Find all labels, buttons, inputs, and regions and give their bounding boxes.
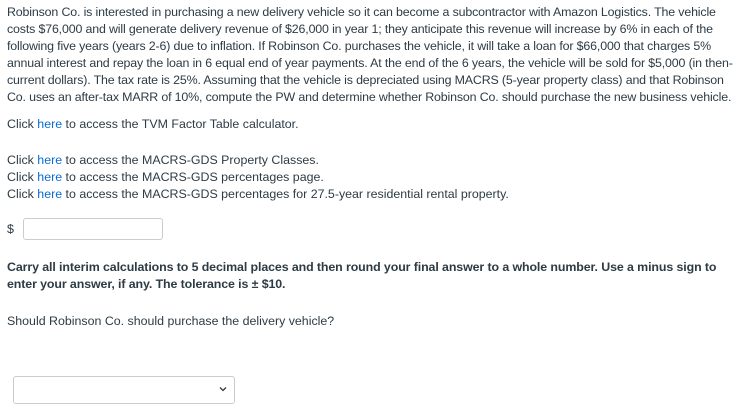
link-suffix: to access the TVM Factor Table calculator. [62,117,299,131]
link-suffix: to access the MACRS-GDS percentages page. [62,170,324,184]
currency-symbol: $ [7,222,14,236]
pw-answer-input[interactable] [23,218,163,240]
link-prefix: Click [7,153,38,167]
tvm-factor-table-link[interactable]: here [37,117,63,131]
macrs-classes-link-line [7,152,745,169]
macrs-links [7,152,745,203]
purchase-decision-select[interactable] [13,376,235,404]
macrs-residential-link-line [7,186,745,203]
question-container [7,4,745,330]
macrs-residential-rental-link[interactable]: here [37,187,63,201]
macrs-percentages-link-line [7,169,745,186]
link-prefix: Click [7,170,38,184]
chevron-down-icon [218,384,228,394]
answer-row [7,216,745,242]
purchase-question: Should Robinson Co. should purchase the delivery vehicle? [7,314,335,328]
macrs-percentages-link[interactable]: here [37,170,63,184]
link-prefix: Click [7,187,38,201]
link-suffix: to access the MACRS-GDS percentages for 27.5-year residential rental property. [62,187,509,201]
answer-instructions: Carry all interim calculations to 5 decimal places and then round your final answer to a whole number. Use a minus sign to enter your answer, if any. The tolerance is ± $10. [7,260,717,291]
link-prefix: Click [7,117,38,131]
macrs-property-classes-link[interactable]: here [37,153,63,167]
link-suffix: to access the MACRS-GDS Property Classes. [62,153,319,167]
problem-statement: Robinson Co. is interested in purchasing a new delivery vehicle so it can become a subcontractor with Amazon Logistics. The vehicle costs $76,000 and will generate delivery revenue of $26,000 in year 1; they anticipate this revenue will increase by 6% in each of the following five years (years 2-6) due to inflation. If Robinson Co. purchases the vehicle, it will take a loan for $66,000 that charges 5% annual interest and repay the loan in 6 equal end of year payments. At the end of the 6 years, the vehicle will be sold for $5,000 (in then-current dollars). The tax rate is 25%. Assuming that the vehicle is depreciated using MACRS (5-year property class) and that Robinson Co. uses an after-tax MARR of 10%, compute the PW and determine whether Robinson Co. should purchase the new business vehicle. [7,5,733,104]
tvm-link-line [7,116,745,133]
